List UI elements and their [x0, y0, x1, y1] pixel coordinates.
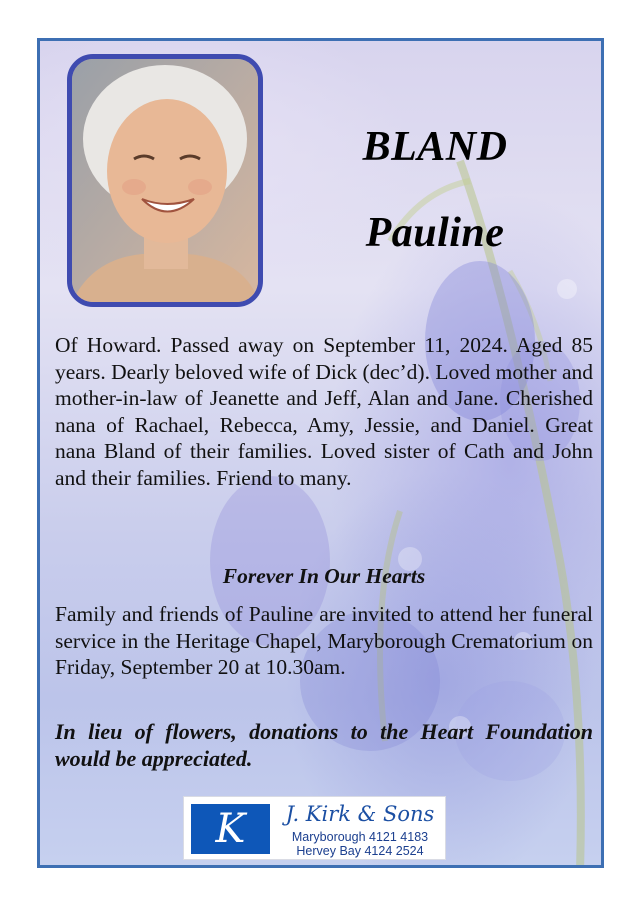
maryborough-phone: Maryborough 4121 4183 — [291, 830, 429, 844]
death-notice-card — [37, 38, 604, 868]
hervey-bay-phone: Hervey Bay 4124 2524 — [296, 844, 424, 858]
portrait-photo — [67, 54, 263, 307]
funeral-home-name: J. Kirk & Sons — [285, 802, 435, 826]
logo-monogram — [191, 804, 270, 854]
motto: Forever In Our Hearts — [222, 564, 426, 588]
portrait-image — [72, 59, 258, 302]
donation-note: In lieu of flowers, donations to the Heart Foundation would be appreciated. — [55, 719, 593, 771]
surname: BLAND — [362, 124, 508, 170]
funeral-home-logo — [183, 796, 446, 860]
funeral-details: Family and friends of Pauline are invited to attend her funeral service in the Heritage Chapel, Maryborough Crematorium on Friday, September 20 at 10.30am. — [55, 602, 593, 679]
first-name: Pauline — [365, 210, 505, 256]
logo-letter: K — [215, 806, 246, 852]
obituary-text: Of Howard. Passed away on September 11, 2024. Aged 85 years. Dearly beloved wife of Dick (dec’d). Loved mother and mother-in-law of Jeanette and Jeff, Alan and Jane. Cherished nana of Rachael, Rebecca, Amy, Jessie, and Daniel. Great nana Bland of their families. Loved sister of Cath and John and their families. Friend to many. — [55, 333, 593, 490]
